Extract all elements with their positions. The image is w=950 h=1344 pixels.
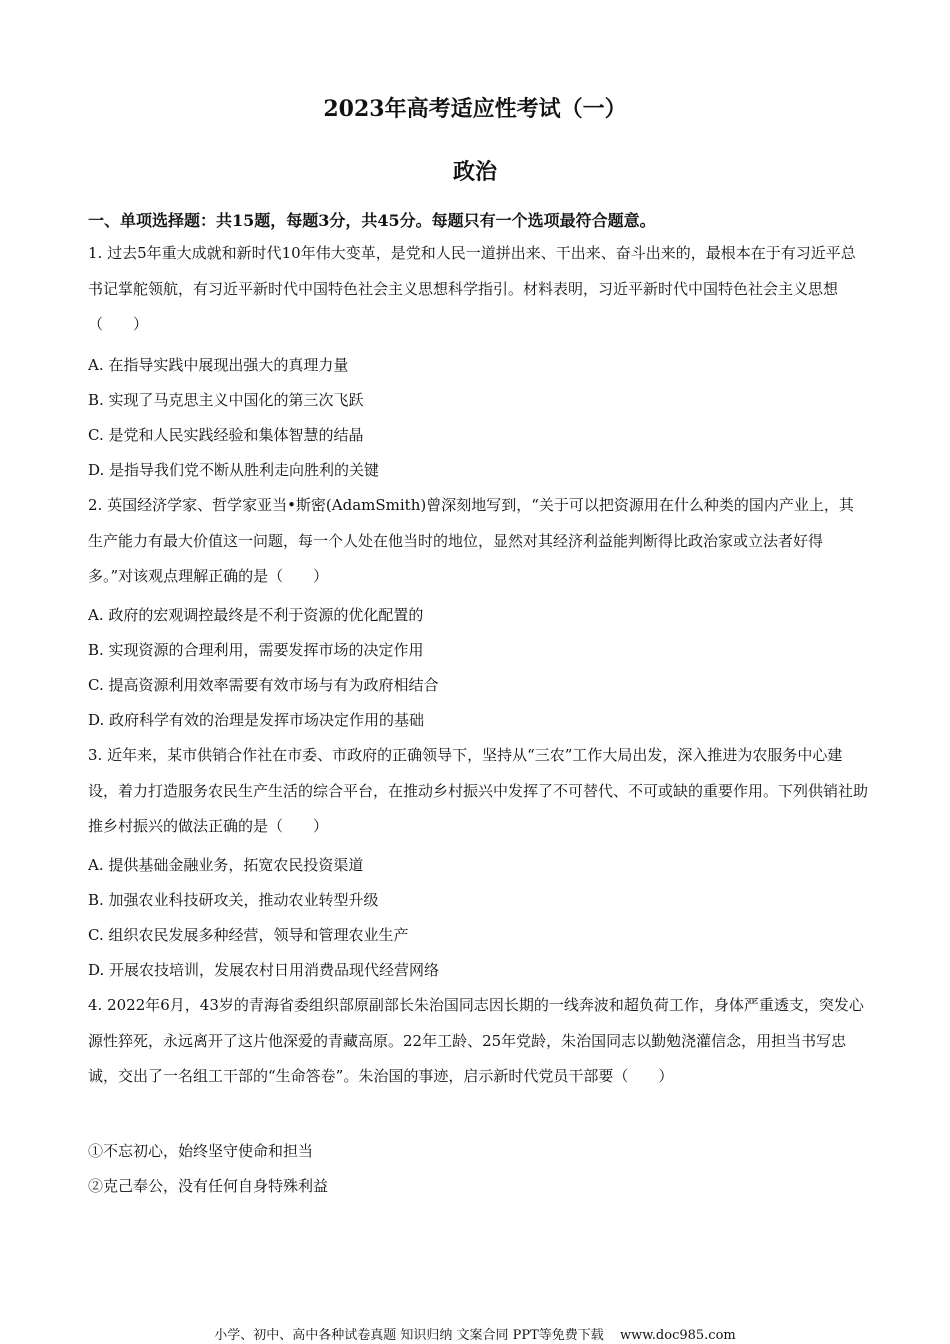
exam-title: 2023年高考适应性考试（一）	[323, 96, 627, 122]
question-2-option-d: D. 政府科学有效的治理是发挥市场决定作用的基础	[88, 711, 425, 729]
page-footer	[0, 1324, 950, 1343]
question-2-option-a: A. 政府的宏观调控最终是不利于资源的优化配置的	[88, 606, 424, 624]
subject-title: 政治	[452, 159, 497, 185]
question-3-option-d: D. 开展农技培训，发展农村日用消费品现代经营网络	[88, 961, 440, 979]
footer-text: 小学、初中、高中各种试卷真题 知识归纳 文案合同 PPT等免费下载	[214, 1328, 604, 1343]
question-2-stem: 2. 英国经济学家、哲学家亚当•斯密(AdamSmith)曾深刻地写到，“关于可以把资源用在什么种类的国内产业上，其生产能力有最大价值这一问题，每一个人处在他当时的地位，显然对其经济利益能判断得比政治家或立法者好得多。”对该观点理解正确的是（ ）	[88, 496, 854, 585]
question-1-stem: 1. 过去5年重大成就和新时代10年伟大变革，是党和人民一道拼出来、干出来、奋斗出来的，最根本在于有习近平总书记掌舵领航，有习近平新时代中国特色社会主义思想科学指引。材料表明，习近平新时代中国特色社会主义思想（ ）	[88, 244, 856, 333]
question-4-option-1: ①不忘初心，始终坚守使命和担当	[88, 1142, 314, 1160]
question-3-option-b: B. 加强农业科技研攻关，推动农业转型升级	[88, 891, 379, 909]
question-4-option-2: ②克己奉公，没有任何自身特殊利益	[88, 1177, 329, 1195]
question-2-option-c: C. 提高资源利用效率需要有效市场与有为政府相结合	[88, 676, 439, 694]
question-3-stem: 3. 近年来，某市供销合作社在市委、市政府的正确领导下，坚持从“三农”工作大局出发，深入推进为农服务中心建设，着力打造服务农民生产生活的综合平台，在推动乡村振兴中发挥了不可替代、不可或缺的重要作用。下列供销社助推乡村振兴的做法正确的是（ ）	[88, 746, 869, 835]
question-1-option-a: A. 在指导实践中展现出强大的真理力量	[88, 356, 349, 374]
question-3-option-c: C. 组织农民发展多种经营，领导和管理农业生产	[88, 926, 409, 944]
question-2-option-b: B. 实现资源的合理利用，需要发挥市场的决定作用	[88, 641, 424, 659]
question-1-option-b: B. 实现了马克思主义中国化的第三次飞跃	[88, 391, 364, 409]
footer-url[interactable]: www.doc985.com	[619, 1328, 736, 1343]
question-3-option-a: A. 提供基础金融业务，拓宽农民投资渠道	[88, 856, 364, 874]
question-1-option-c: C. 是党和人民实践经验和集体智慧的结晶	[88, 426, 364, 444]
question-4-stem: 4. 2022年6月，43岁的青海省委组织部原副部长朱治国同志因长期的一线奔波和超负荷工作，身体严重透支，突发心源性猝死，永远离开了这片他深爱的青藏高原。22年工龄、25年党龄，朱治国同志以勤勉浇灌信念，用担当书写忠诚，交出了一名组工干部的“生命答卷”。朱治国的事迹，启示新时代党员干部要（ ）	[88, 996, 864, 1085]
section-heading: 一、单项选择题：共15题，每题3分，共45分。每题只有一个选项最符合题意。	[88, 211, 656, 230]
question-1-option-d: D. 是指导我们党不断从胜利走向胜利的关键	[88, 461, 380, 479]
